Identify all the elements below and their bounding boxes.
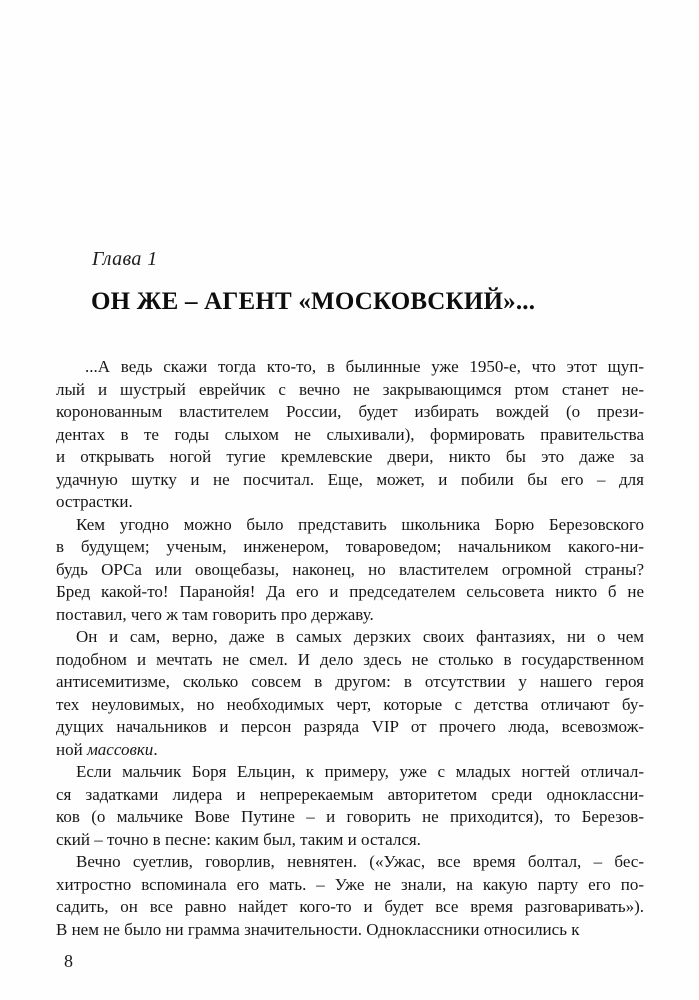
text-line: Бред какой-то! Паранойя! Да его и председателем сельсовета никто б не — [56, 582, 644, 601]
text-line: дентах в те годы слыхом не слыхивали), формировать правительства — [56, 424, 644, 444]
plain-text: . — [153, 739, 158, 759]
text-line — [56, 739, 644, 762]
text-line: ся задатками лидера и непререкаемым авторитетом среди одноклассни- — [56, 784, 644, 804]
text-line: Кем угодно можно было представить школьника Борю Березовского — [76, 514, 644, 534]
paragraph — [56, 514, 644, 627]
text-line: в будущем; ученым, инженером, товароведом; начальником какого-ни- — [56, 537, 644, 556]
chapter-label: Глава 1 — [92, 248, 158, 270]
text-line: Если мальчик Боря Ельцин, к примеру, уже с младых ногтей отличал- — [76, 762, 644, 781]
paragraph — [56, 761, 644, 851]
paragraph — [56, 356, 644, 514]
text-line: В нем не было ни грамма значительности. Одноклассники относились к — [56, 919, 580, 939]
text-line: острастки. — [56, 492, 133, 511]
text-line: Он и сам, верно, даже в самых дерзких своих фантазиях, ни о чем — [76, 627, 644, 646]
text-line: лый и шустрый еврейчик с вечно не закрывающимся ртом станет не- — [56, 379, 644, 399]
text-line: хитростно вспоминала его мать. – Уже не знали, на какую парту его по- — [56, 874, 644, 894]
text-line: поставил, чего ж там говорить про державу. — [56, 604, 374, 624]
text-line: ...А ведь скажи тогда кто-то, в былинные уже 1950-е, что этот щуп- — [85, 357, 644, 376]
text-line: подобном и мечтать не смел. И дело здесь не столько в государственном — [56, 649, 644, 669]
text-line: дущих начальников и персон разряда VIP от прочего люда, всевозмож- — [56, 717, 644, 736]
text-line: антисемитизме, сколько совсем в другом: в отсутствии у нашего героя — [56, 672, 644, 691]
text-line: ков (о мальчике Вове Путине – и говорить не приходится), то Березов- — [56, 807, 644, 826]
plain-text: ной — [56, 739, 87, 759]
text-line: ский – точно в песне: каким был, таким и остался. — [56, 829, 421, 849]
text-line: и открывать ногой тугие кремлевские двери, никто бы это даже за — [56, 447, 644, 466]
paragraph — [56, 851, 644, 941]
chapter-title: ОН ЖЕ – АГЕНТ «МОСКОВСКИЙ»... — [91, 288, 536, 315]
body-text — [56, 356, 644, 941]
text-line: Вечно суетлив, говорлив, невнятен. («Ужас, все время болтал, – бес- — [76, 852, 644, 871]
italic-text: массовки — [86, 739, 154, 759]
text-line: тех неуловимых, но необходимых черт, которые с детства отличают бу- — [56, 694, 644, 714]
page-number: 8 — [64, 951, 73, 971]
text-line: удачную шутку и не посчитал. Еще, может, и побили бы его – для — [56, 469, 644, 489]
text-line: коронованным властителем России, будет избирать вождей (о прези- — [56, 402, 644, 421]
paragraph — [56, 626, 644, 761]
text-line: будь ОРСа или овощебазы, наконец, но властителем огромной страны? — [56, 559, 644, 579]
text-line: садить, он все равно найдет кого-то и будет все время разговаривать»). — [56, 897, 644, 916]
